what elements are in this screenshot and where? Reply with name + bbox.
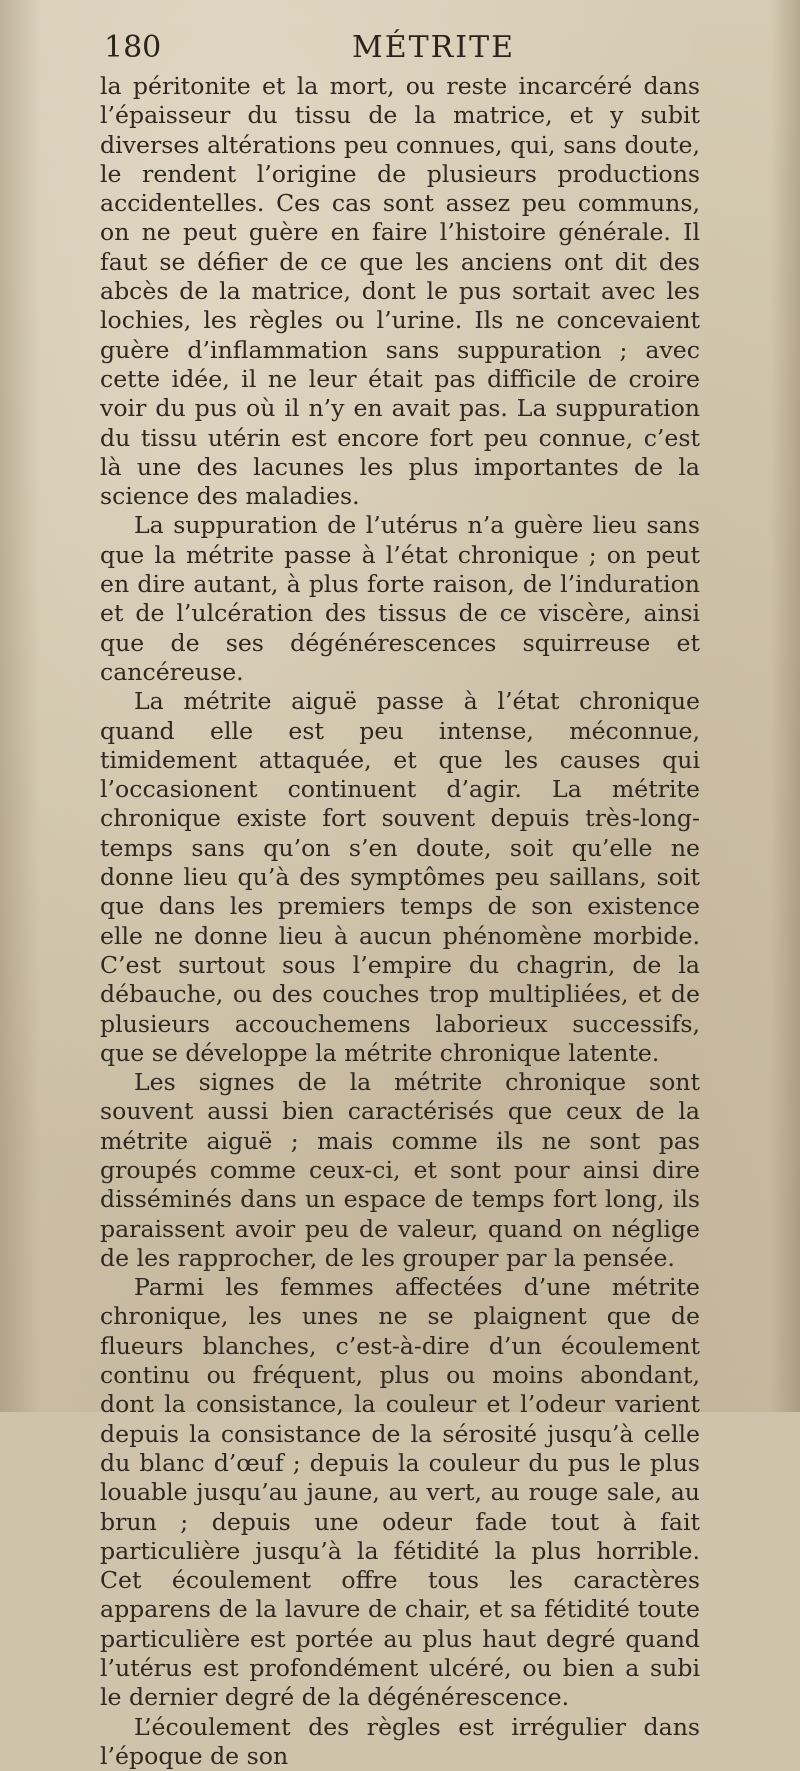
page-header	[100, 30, 700, 70]
page-edge-shadow	[770, 0, 800, 1412]
page-number: 180	[104, 30, 162, 65]
body-text	[100, 72, 700, 1771]
paragraph-symptoms: Parmi les femmes affectées d’une métrite chronique, les unes ne se plaignent que de flueurs blanches, c’est-à-dire d’un écoulement continu ou fréquent, plus ou moins abondant, dont la consistance, la couleur et l’odeur varient depuis la consistance de la sérosité jusqu’à celle du blanc d’œuf ; depuis la couleur du pus le plus louable jusqu’au jaune, au vert, au rouge sale, au brun ; depuis une odeur fade tout à fait particulière jusqu’à la fétidité la plus horrible. Cet écoulement offre tous les caractères apparens de la lavure de chair, et sa fétidité toute particulière est portée au plus haut degré quand l’utérus est profondément ulcéré, ou bien a subi le dernier degré de la dégénérescence.	[100, 1273, 700, 1712]
paragraph-signs: Les signes de la métrite chronique sont souvent aussi bien caractérisés que ceux de la métrite aiguë ; mais comme ils ne sont pas groupés comme ceux-ci, et sont pour ainsi dire disséminés dans un espace de temps fort long, ils paraissent avoir peu de valeur, quand on néglige de les rapprocher, de les grouper par la pensée.	[100, 1068, 700, 1272]
paragraph-continuation: la péritonite et la mort, ou reste incarcéré dans l’épaisseur du tissu de la matrice, et y subit diverses altérations peu connues, qui, sans doute, le rendent l’origine de plusieurs productions accidentelles. Ces cas sont assez peu communs, on ne peut guère en faire l’histoire générale. Il faut se défier de ce que les anciens ont dit des abcès de la matrice, dont le pus sortait avec les lochies, les règles ou l’urine. Ils ne concevaient guère d’inflammation sans suppuration ; avec cette idée, il ne leur était pas difficile de croire voir du pus où il n’y en avait pas. La suppuration du tissu utérin est encore fort peu connue, c’est là une des lacunes les plus importantes de la science des maladies.	[100, 72, 700, 511]
page-gutter-shadow	[0, 0, 40, 1412]
paragraph-menses: L’écoulement des règles est irrégulier dans l’époque de son	[100, 1712, 700, 1770]
paragraph-suppuration: La suppuration de l’utérus n’a guère lieu sans que la métrite passe à l’état chronique ; on peut en dire autant, à plus forte raison, de l’induration et de l’ulcération des tissus de ce viscère, ainsi que de ses dégénérescences squirreuse et cancéreuse.	[100, 511, 700, 686]
running-title: MÉTRITE	[352, 30, 515, 65]
paragraph-chronic-metritis: La métrite aiguë passe à l’état chronique quand elle est peu intense, méconnue, timidement attaquée, et que les causes qui l’occasionent continuent d’agir. La métrite chronique existe fort souvent depuis très-long-temps sans qu’on s’en doute, soit qu’elle ne donne lieu qu’à des symptômes peu saillans, soit que dans les premiers temps de son existence elle ne donne lieu à aucun phénomène morbide. C’est surtout sous l’empire du chagrin, de la débauche, ou des couches trop multipliées, et de plusieurs accouchemens laborieux successifs, que se développe la métrite chronique latente.	[100, 687, 700, 1067]
